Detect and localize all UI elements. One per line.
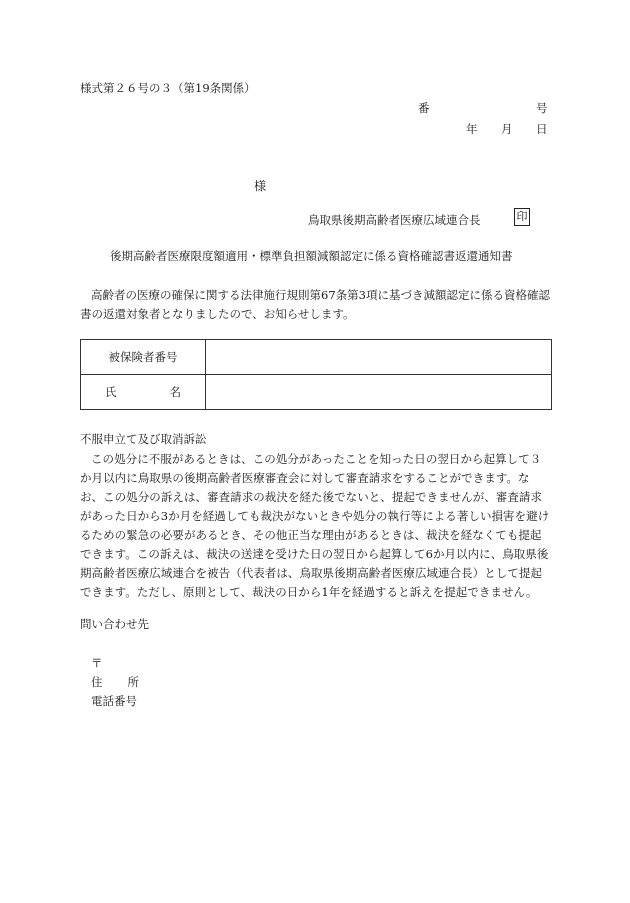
insured-info-table [80, 339, 552, 410]
date-day-label: 日 [536, 122, 548, 136]
contact-heading: 問い合わせ先 [80, 617, 149, 631]
insured-number-label: 被保険者番号 [81, 340, 206, 375]
address-label: 住所 [91, 675, 139, 689]
document-number-label: 番 [418, 101, 430, 115]
appeal-paragraph: この処分に不服があるときは、この処分があったことを知った日の翌日から起算して３か月以内に鳥取県の後期高齢者医療審査会に対して審査請求をすることができます。なお、この処分の訴えは、審査請求の裁決を経た後でないと、提起できませんが、審査請求があった日から3か月を経過しても裁決がないときや処分の執行等による著しい損害を避けるための緊急の必要があるとき、その他正当な理由があるときは、裁決を経なくても提起できます。この訴えは、裁決の送達を受けた日の翌日から起算して6か月以内に、鳥取県後期高齢者医療広域連合を被告（代表者は、鳥取県後期高齢者医療広域連合長）として提起できます。ただし、原則として、裁決の日から1年を経過すると訴えを提起できません。 [80, 452, 550, 599]
date-year-label: 年 [466, 122, 478, 136]
form-number: 様式第２６号の３（第19条関係） [80, 81, 256, 95]
table-row [81, 375, 552, 410]
document-number-suffix: 号 [536, 101, 548, 115]
date-month-label: 月 [501, 122, 513, 136]
intro-paragraph: 高齢者の医療の確保に関する法律施行規則第67条第3項に基づき減額認定に係る資格確認書の返還対象者となりましたので、お知らせします。 [80, 288, 550, 321]
document-title: 後期高齢者医療限度額適用・標準負担額減額認定に係る資格確認書返還通知書 [110, 249, 513, 263]
name-label: 氏名 [81, 375, 206, 410]
postal-mark: 〒 [91, 656, 103, 670]
table-row [81, 340, 552, 375]
phone-label: 電話番号 [91, 694, 137, 708]
insured-number-value [206, 340, 552, 375]
issuer-name: 鳥取県後期高齢者医療広域連合長 [308, 213, 481, 227]
addressee-honorific: 様 [254, 179, 267, 193]
appeal-heading: 不服申立て及び取消訴訟 [80, 432, 207, 446]
name-value [206, 375, 552, 410]
seal-mark: 印 [514, 208, 530, 226]
